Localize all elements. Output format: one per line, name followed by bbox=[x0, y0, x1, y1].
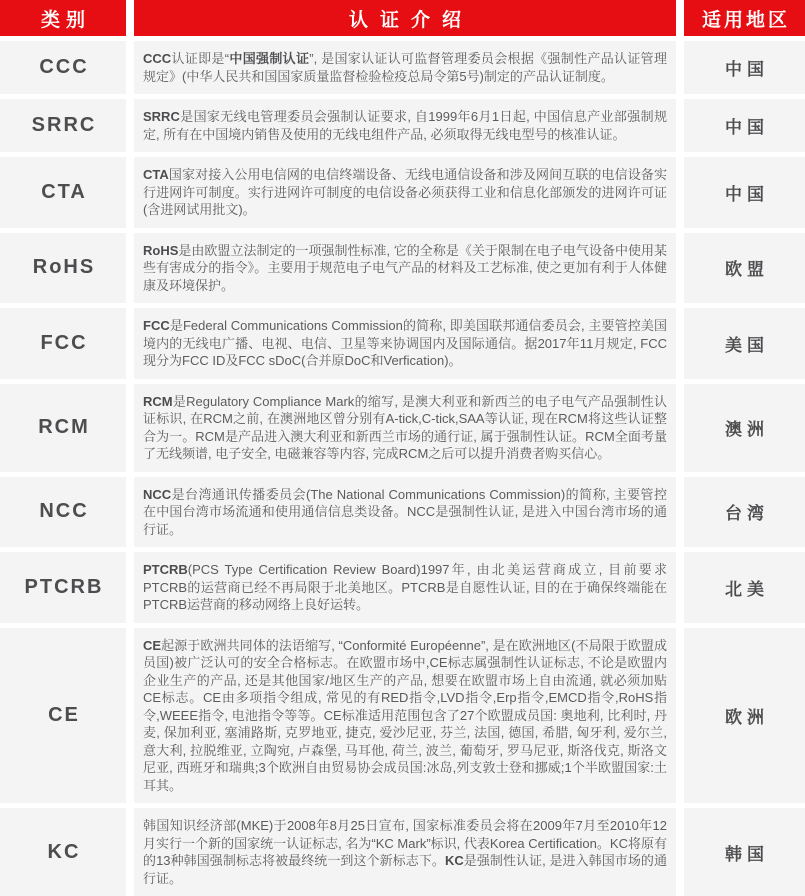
category-cell bbox=[0, 808, 126, 896]
region-cell bbox=[684, 552, 805, 623]
region-label: 台湾 bbox=[725, 504, 769, 524]
description-cell: 韩国知识经济部(MKE)于2008年8月25日宣布, 国家标准委员会将在2009年7月至2010年12月实行一个新的国家统一认证标志, 名为“KC Mark”标识, 代表Korea Certification。KC将原有的13种韩国强制标志将被最终统一到这个新标志下。KC是强制性认证, 是进入韩国市场的通行证。 bbox=[134, 808, 676, 896]
description-cell: SRRC是国家无线电管理委员会强制认证要求, 自1999年6月1日起, 中国信息产业部强制规定, 所有在中国境内销售及使用的无线电组件产品, 必须取得无线电型号的核准认证。 bbox=[134, 99, 676, 152]
region-label: 北美 bbox=[725, 579, 769, 599]
description-cell: CTA国家对接入公用电信网的电信终端设备、无线电通信设备和涉及网间互联的电信设备实行进网许可制度。实行进网许可制度的电信设备必须获得工业和信息化部颁发的进网许可证(含进网试用批文)。 bbox=[134, 157, 676, 228]
region-label: 美国 bbox=[725, 335, 769, 355]
category-label: PTCRB bbox=[24, 575, 104, 598]
category-label: FCC bbox=[40, 331, 88, 354]
category-cell bbox=[0, 308, 126, 379]
region-label: 韩国 bbox=[725, 844, 769, 864]
region-label: 中国 bbox=[725, 60, 769, 79]
region-cell bbox=[684, 808, 805, 896]
region-cell bbox=[684, 41, 805, 94]
header-region-label: 适用地区 bbox=[701, 9, 790, 31]
region-cell bbox=[684, 384, 805, 472]
category-cell bbox=[0, 552, 126, 623]
region-cell bbox=[684, 477, 805, 548]
region-label: 澳洲 bbox=[725, 420, 769, 439]
header-introduction bbox=[134, 0, 676, 36]
description-cell: FCC是Federal Communications Commission的简称, 即美国联邦通信委员会, 主要管控美国境内的无线电广播、电视、电信、卫星等来协调国内及国际通信。据2017年11月规定, FCC现分为FCC ID及FCC sDoC(合并原DoC和Verfication)。 bbox=[134, 308, 676, 379]
category-label: NCC bbox=[39, 500, 89, 523]
category-label: CCC bbox=[39, 56, 89, 78]
category-label: KC bbox=[47, 840, 81, 863]
category-label: CE bbox=[48, 703, 80, 726]
header-category bbox=[0, 0, 126, 36]
category-label: RCM bbox=[38, 416, 90, 438]
description-cell: NCC是台湾通讯传播委员会(The National Communications Commission)的简称, 主要管控在中国台湾市场流通和使用通信信息类设备。NCC是强制性认证, 是进入中国台湾市场的通行证。 bbox=[134, 477, 676, 548]
region-cell bbox=[684, 157, 805, 228]
region-label: 欧盟 bbox=[725, 260, 769, 280]
category-cell bbox=[0, 41, 126, 94]
description-cell: RoHS是由欧盟立法制定的一项强制性标准, 它的全称是《关于限制在电子电气设备中使用某些有害成分的指令》。主要用于规范电子电气产品的材料及工艺标准, 使之更加有利于人体健康及环境保护。 bbox=[134, 233, 676, 304]
region-label: 欧洲 bbox=[725, 707, 769, 727]
category-cell bbox=[0, 628, 126, 804]
category-label: CTA bbox=[41, 180, 87, 203]
description-cell: PTCRB(PCS Type Certification Review Board)1997年, 由北美运营商成立, 目前要求PTCRB的运营商已经不再局限于北美地区。PTCRB是自愿性认证, 目的在于确保终端能在PTCRB运营商的移动网络上良好运转。 bbox=[134, 552, 676, 623]
region-cell bbox=[684, 233, 805, 304]
region-label: 中国 bbox=[725, 118, 769, 137]
header-region bbox=[684, 0, 805, 36]
category-cell bbox=[0, 233, 126, 304]
region-cell bbox=[684, 628, 805, 804]
description-cell: RCM是Regulatory Compliance Mark的缩写, 是澳大利亚和新西兰的电子电气产品强制性认证标识, 在RCM之前, 在澳洲地区曾分别有A-tick,C-tick,SAA等认证, 现在RCM将这些认证整合为一。RCM是产品进入澳大利亚和新西兰市场的通行证, 属于强制性认证。RCM全面考量了无线频谱, 电子安全, 电磁兼容等内容, 完成RCM之后可以提升消费者购买信心。 bbox=[134, 384, 676, 472]
category-cell bbox=[0, 99, 126, 152]
category-label: SRRC bbox=[31, 114, 97, 136]
header-introduction-label: 认证介绍 bbox=[348, 9, 473, 31]
description-cell: CE起源于欧洲共同体的法语缩写, “Conformité Européenne”, 是在欧洲地区(不局限于欧盟成员国)被广泛认可的安全合格标志。在欧盟市场中,CE标志属强制性认证标志, 不论是欧盟内企业生产的产品, 还是其他国家/地区生产的产品, 想要在欧盟市场上自由流通, 就必须加贴CE标志。CE由多项指令组成, 常见的有RED指令,LVD指令,Erp指令,EMCD指令,RoHS指令,WEEE指令, 电池指令等等。CE标准适用范围包含了27个欧盟成员国: 奥地利, 比利时, 丹麦, 保加利亚, 塞浦路斯, 克罗地亚, 捷克, 爱沙尼亚, 芬兰, 法国, 德国, 希腊, 匈牙利, 爱尔兰, 意大利, 拉脱维亚, 立陶宛, 卢森堡, 马耳他, 荷兰, 波兰, 葡萄牙, 罗马尼亚, 斯洛伐克, 斯洛文尼亚, 西班牙和瑞典;3个欧洲自由贸易协会成员国:冰岛,列支敦士登和挪威;1个半欧盟国家:土耳其。 bbox=[134, 628, 676, 804]
region-label: 中国 bbox=[725, 184, 769, 204]
category-cell bbox=[0, 157, 126, 228]
region-cell bbox=[684, 99, 805, 152]
description-cell: CCC认证即是“中国强制认证”, 是国家认证认可监督管理委员会根据《强制性产品认证管理规定》(中华人民共和国国家质量监督检验检疫总局令第5号)制定的产品认证制度。 bbox=[134, 41, 676, 94]
header-category-label: 类别 bbox=[40, 9, 91, 31]
category-cell bbox=[0, 384, 126, 472]
category-label: RoHS bbox=[32, 256, 96, 279]
region-cell bbox=[684, 308, 805, 379]
category-cell bbox=[0, 477, 126, 548]
